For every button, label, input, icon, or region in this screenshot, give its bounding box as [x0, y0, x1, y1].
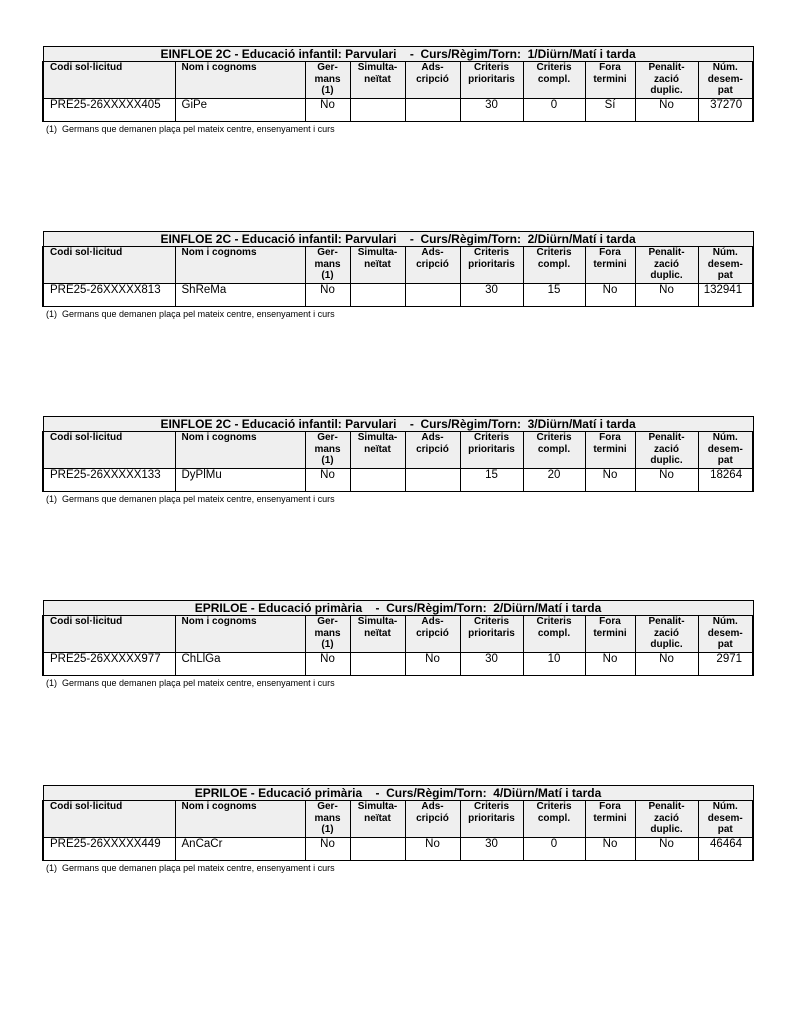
- cell-penalitzacio: No: [635, 99, 698, 122]
- footnote: (1) Germans que demanen plaça pel mateix centre, ensenyament i curs: [46, 494, 335, 504]
- header-simultaneitat: Simulta- neïtat: [350, 616, 405, 653]
- header-desempat: Núm. desem- pat: [698, 801, 753, 838]
- header-fora-termini: Fora termini: [585, 801, 635, 838]
- header-nom: Nom i cognoms: [175, 801, 305, 838]
- header-compl: Criteris compl.: [523, 801, 585, 838]
- cell-codi: PRE25-26XXXXX977: [43, 653, 175, 676]
- table-title: EPRILOE - Educació primària - Curs/Règim/Torn: 4/Diürn/Matí i tarda: [43, 786, 753, 801]
- cell-nom: DyPlMu: [175, 469, 305, 492]
- cell-fora-termini: No: [585, 653, 635, 676]
- header-simultaneitat: Simulta- neïtat: [350, 801, 405, 838]
- header-prioritaris: Criteris prioritaris: [460, 616, 523, 653]
- cell-fora-termini: No: [585, 838, 635, 861]
- table-row: [43, 653, 753, 676]
- request-table: [42, 785, 754, 861]
- header-adscripcio: Ads- cripció: [405, 801, 460, 838]
- table-title: EPRILOE - Educació primària - Curs/Règim/Torn: 2/Diürn/Matí i tarda: [43, 601, 753, 616]
- cell-germans: No: [305, 469, 350, 492]
- footnote: (1) Germans que demanen plaça pel mateix centre, ensenyament i curs: [46, 124, 335, 134]
- cell-desempat: 46464: [698, 838, 753, 861]
- cell-germans: No: [305, 284, 350, 307]
- cell-adscripcio: No: [405, 653, 460, 676]
- header-germans: Ger- mans (1): [305, 62, 350, 99]
- cell-germans: No: [305, 838, 350, 861]
- table-row: [43, 838, 753, 861]
- header-desempat: Núm. desem- pat: [698, 62, 753, 99]
- cell-codi: PRE25-26XXXXX813: [43, 284, 175, 307]
- cell-desempat: 132941: [698, 284, 753, 307]
- header-germans: Ger- mans (1): [305, 432, 350, 469]
- header-penalitzacio: Penalit- zació duplic.: [635, 62, 698, 99]
- request-block-2: [42, 231, 752, 319]
- cell-fora-termini: No: [585, 469, 635, 492]
- table-row: [43, 99, 753, 122]
- header-compl: Criteris compl.: [523, 62, 585, 99]
- cell-codi: PRE25-26XXXXX133: [43, 469, 175, 492]
- cell-prioritaris: 30: [460, 99, 523, 122]
- cell-simultaneitat: [350, 838, 405, 861]
- cell-simultaneitat: [350, 99, 405, 122]
- request-block-4: [42, 600, 752, 688]
- cell-adscripcio: [405, 99, 460, 122]
- header-fora-termini: Fora termini: [585, 247, 635, 284]
- cell-compl: 10: [523, 653, 585, 676]
- cell-compl: 0: [523, 838, 585, 861]
- request-table: [42, 231, 754, 307]
- request-block-1: [42, 46, 752, 134]
- cell-desempat: 37270: [698, 99, 753, 122]
- header-adscripcio: Ads- cripció: [405, 432, 460, 469]
- cell-nom: ChLlGa: [175, 653, 305, 676]
- cell-codi: PRE25-26XXXXX405: [43, 99, 175, 122]
- request-table: [42, 600, 754, 676]
- header-desempat: Núm. desem- pat: [698, 247, 753, 284]
- cell-nom: ShReMa: [175, 284, 305, 307]
- cell-compl: 20: [523, 469, 585, 492]
- cell-desempat: 18264: [698, 469, 753, 492]
- header-nom: Nom i cognoms: [175, 432, 305, 469]
- cell-prioritaris: 30: [460, 284, 523, 307]
- header-prioritaris: Criteris prioritaris: [460, 801, 523, 838]
- header-codi: Codi sol·licitud: [43, 247, 175, 284]
- cell-prioritaris: 15: [460, 469, 523, 492]
- table-title: EINFLOE 2C - Educació infantil: Parvulari - Curs/Règim/Torn: 2/Diürn/Matí i tarda: [43, 232, 753, 247]
- cell-penalitzacio: No: [635, 284, 698, 307]
- footnote: (1) Germans que demanen plaça pel mateix centre, ensenyament i curs: [46, 863, 335, 873]
- cell-penalitzacio: No: [635, 653, 698, 676]
- cell-prioritaris: 30: [460, 653, 523, 676]
- cell-nom: GiPe: [175, 99, 305, 122]
- header-adscripcio: Ads- cripció: [405, 62, 460, 99]
- request-table: [42, 416, 754, 492]
- cell-fora-termini: No: [585, 284, 635, 307]
- header-codi: Codi sol·licitud: [43, 616, 175, 653]
- request-block-3: [42, 416, 752, 504]
- table-title: EINFLOE 2C - Educació infantil: Parvulari - Curs/Règim/Torn: 3/Diürn/Matí i tarda: [43, 417, 753, 432]
- header-prioritaris: Criteris prioritaris: [460, 247, 523, 284]
- header-simultaneitat: Simulta- neïtat: [350, 247, 405, 284]
- header-fora-termini: Fora termini: [585, 616, 635, 653]
- cell-penalitzacio: No: [635, 469, 698, 492]
- cell-nom: AnCaCr: [175, 838, 305, 861]
- header-fora-termini: Fora termini: [585, 62, 635, 99]
- header-adscripcio: Ads- cripció: [405, 616, 460, 653]
- cell-compl: 15: [523, 284, 585, 307]
- cell-codi: PRE25-26XXXXX449: [43, 838, 175, 861]
- table-row: [43, 284, 753, 307]
- cell-adscripcio: [405, 469, 460, 492]
- header-penalitzacio: Penalit- zació duplic.: [635, 616, 698, 653]
- request-table: [42, 46, 754, 122]
- header-desempat: Núm. desem- pat: [698, 432, 753, 469]
- cell-simultaneitat: [350, 284, 405, 307]
- cell-adscripcio: [405, 284, 460, 307]
- header-penalitzacio: Penalit- zació duplic.: [635, 801, 698, 838]
- cell-desempat: 2971: [698, 653, 753, 676]
- table-title: EINFLOE 2C - Educació infantil: Parvulari - Curs/Règim/Torn: 1/Diürn/Matí i tarda: [43, 47, 753, 62]
- request-block-5: [42, 785, 752, 873]
- cell-compl: 0: [523, 99, 585, 122]
- cell-fora-termini: Sí: [585, 99, 635, 122]
- header-germans: Ger- mans (1): [305, 247, 350, 284]
- header-codi: Codi sol·licitud: [43, 432, 175, 469]
- footnote: (1) Germans que demanen plaça pel mateix centre, ensenyament i curs: [46, 309, 335, 319]
- header-compl: Criteris compl.: [523, 616, 585, 653]
- header-germans: Ger- mans (1): [305, 616, 350, 653]
- cell-adscripcio: No: [405, 838, 460, 861]
- header-codi: Codi sol·licitud: [43, 801, 175, 838]
- cell-penalitzacio: No: [635, 838, 698, 861]
- cell-simultaneitat: [350, 469, 405, 492]
- header-prioritaris: Criteris prioritaris: [460, 432, 523, 469]
- cell-prioritaris: 30: [460, 838, 523, 861]
- header-simultaneitat: Simulta- neïtat: [350, 62, 405, 99]
- header-compl: Criteris compl.: [523, 432, 585, 469]
- header-prioritaris: Criteris prioritaris: [460, 62, 523, 99]
- cell-germans: No: [305, 653, 350, 676]
- header-simultaneitat: Simulta- neïtat: [350, 432, 405, 469]
- header-nom: Nom i cognoms: [175, 616, 305, 653]
- header-adscripcio: Ads- cripció: [405, 247, 460, 284]
- header-nom: Nom i cognoms: [175, 247, 305, 284]
- header-nom: Nom i cognoms: [175, 62, 305, 99]
- footnote: (1) Germans que demanen plaça pel mateix centre, ensenyament i curs: [46, 678, 335, 688]
- header-compl: Criteris compl.: [523, 247, 585, 284]
- header-penalitzacio: Penalit- zació duplic.: [635, 432, 698, 469]
- header-desempat: Núm. desem- pat: [698, 616, 753, 653]
- header-codi: Codi sol·licitud: [43, 62, 175, 99]
- table-row: [43, 469, 753, 492]
- header-penalitzacio: Penalit- zació duplic.: [635, 247, 698, 284]
- cell-germans: No: [305, 99, 350, 122]
- header-germans: Ger- mans (1): [305, 801, 350, 838]
- header-fora-termini: Fora termini: [585, 432, 635, 469]
- cell-simultaneitat: [350, 653, 405, 676]
